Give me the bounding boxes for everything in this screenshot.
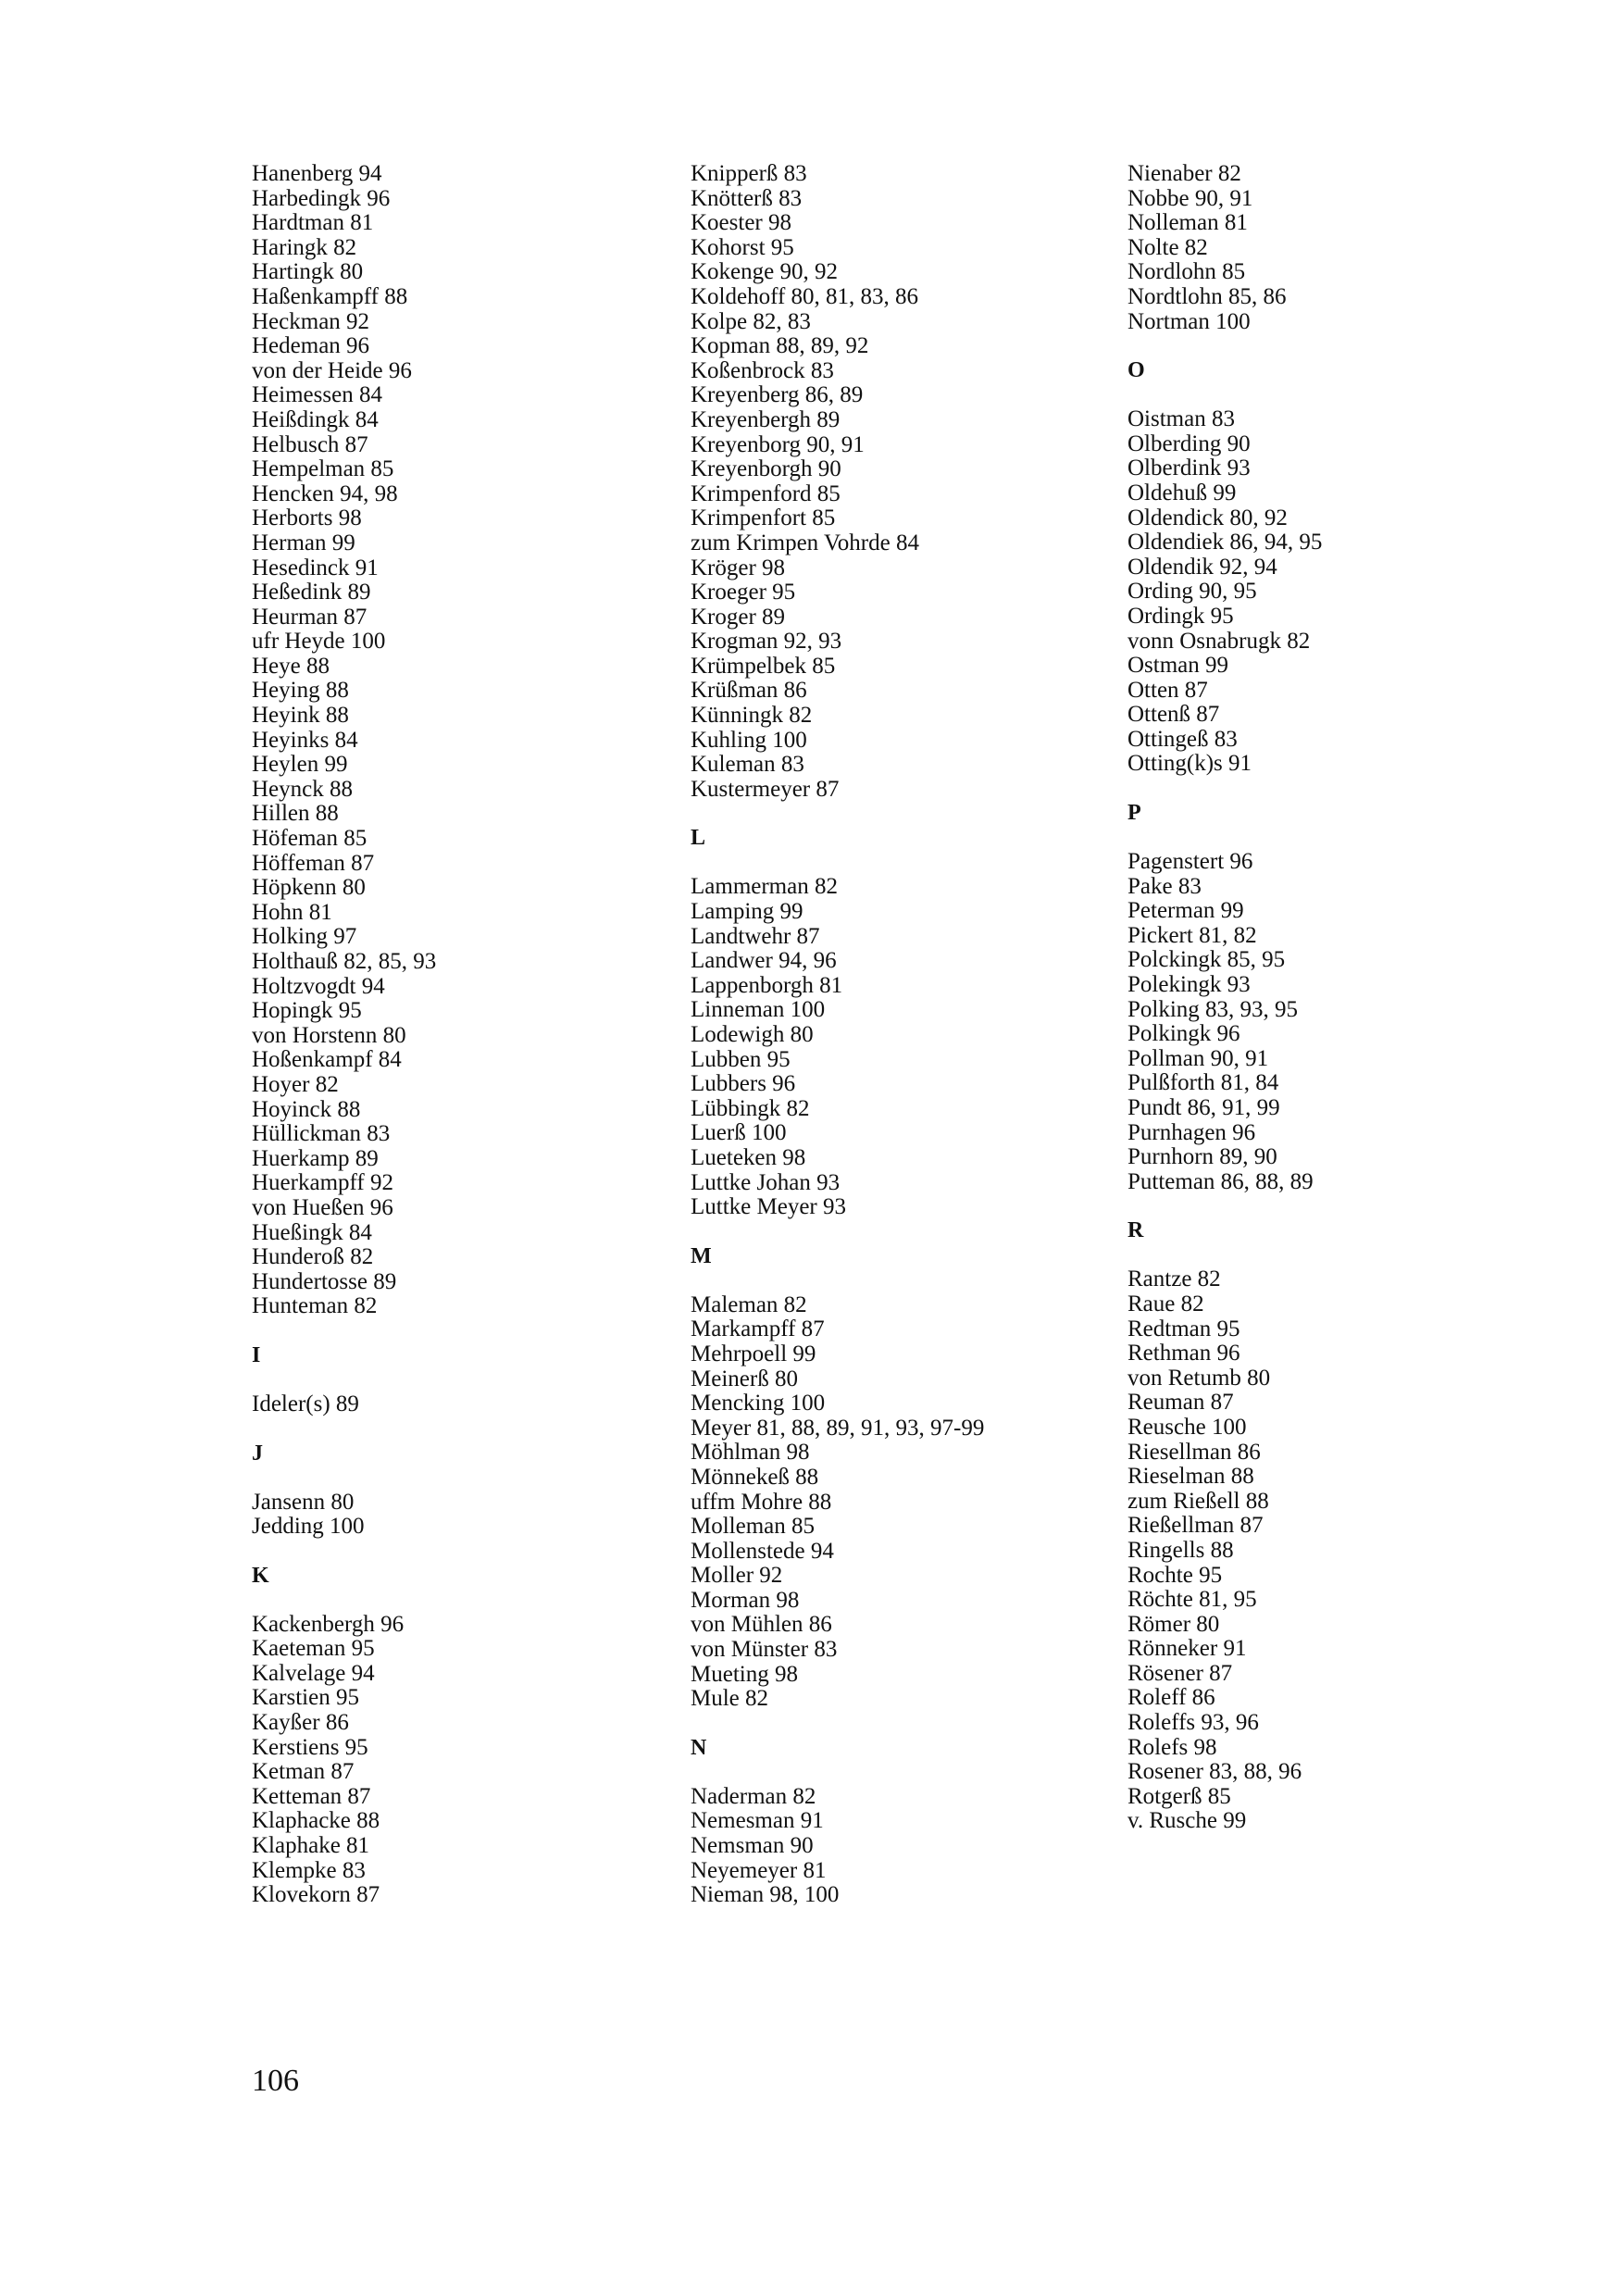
section-letter: O [1127, 358, 1145, 383]
index-entry: zum Rießell 88 [1127, 1488, 1269, 1514]
index-entry: Kokenge 90, 92 [691, 259, 838, 285]
index-entry: v. Rusche 99 [1127, 1808, 1247, 1834]
index-entry: Heynck 88 [252, 776, 353, 802]
index-entry: Hillen 88 [252, 801, 339, 827]
index-entry: Mueting 98 [691, 1661, 798, 1687]
index-entry: Heye 88 [252, 653, 330, 679]
index-entry: Luttke Meyer 93 [691, 1194, 847, 1220]
index-entry: Nemsman 90 [691, 1833, 814, 1859]
index-entry: Knötterß 83 [691, 185, 803, 211]
index-entry: Herman 99 [252, 530, 355, 555]
index-entry: Hunderoß 82 [252, 1244, 374, 1270]
index-entry: Rosener 83, 88, 96 [1127, 1759, 1302, 1785]
index-entry: Karstien 95 [252, 1685, 359, 1711]
index-entry: Rantze 82 [1127, 1267, 1221, 1292]
index-entry: Kuleman 83 [691, 752, 804, 778]
index-group [1127, 358, 1526, 777]
index-entry: Heyink 88 [252, 703, 349, 729]
index-entry: Lodewigh 80 [691, 1022, 814, 1047]
section-letter: M [691, 1243, 712, 1268]
index-entry: Jedding 100 [252, 1514, 365, 1540]
index-entry: Nobbe 90, 91 [1127, 185, 1253, 211]
index-entry: Heyinks 84 [252, 727, 358, 753]
index-entry: Klaphake 81 [252, 1833, 370, 1859]
index-entry: Meyer 81, 88, 89, 91, 93, 97-99 [691, 1415, 985, 1441]
index-entry: Heying 88 [252, 678, 349, 704]
index-entry: Otten 87 [1127, 677, 1208, 703]
index-entry: Putteman 86, 88, 89 [1127, 1168, 1314, 1194]
index-entry: Lamping 99 [691, 899, 804, 925]
index-entry: Heißdingk 84 [252, 406, 379, 432]
index-entry: Krümpelbek 85 [691, 653, 836, 679]
index-entry: Nienaber 82 [1127, 161, 1241, 186]
index-entry: Jansenn 80 [252, 1489, 355, 1515]
index-entry: Rolefs 98 [1127, 1734, 1217, 1760]
index-entry: Polkingk 96 [1127, 1021, 1240, 1047]
index-entry: Kalvelage 94 [252, 1660, 375, 1686]
index-group [691, 1736, 1089, 1908]
section-letter: I [252, 1342, 261, 1367]
index-entry: Künningk 82 [691, 703, 813, 729]
index-entry: Hedeman 96 [252, 333, 370, 359]
index-entry: Heurman 87 [252, 604, 367, 630]
index-entry: Mönnekeß 88 [691, 1464, 819, 1490]
section-letter: L [691, 826, 706, 851]
index-entry: Mollenstede 94 [691, 1538, 834, 1564]
index-entry: Polekingk 93 [1127, 972, 1251, 998]
index-entry: Hüllickman 83 [252, 1121, 391, 1147]
index-entry: Lappenborgh 81 [691, 972, 843, 998]
index-entry: Luttke Johan 93 [691, 1169, 841, 1195]
index-entry: Hanenberg 94 [252, 161, 382, 186]
index-entry: Ketteman 87 [252, 1783, 371, 1809]
index-entry: Klovekorn 87 [252, 1882, 380, 1908]
index-entry: Redtman 95 [1127, 1316, 1240, 1341]
index-entry: ufr Heyde 100 [252, 629, 386, 655]
index-entry: uffm Mohre 88 [691, 1489, 832, 1515]
index-entry: Raue 82 [1127, 1291, 1204, 1316]
index-entry: Riesellman 86 [1127, 1439, 1261, 1465]
section-letter: R [1127, 1218, 1144, 1243]
index-group [1127, 801, 1526, 1194]
index-entry: Meinerß 80 [691, 1366, 798, 1391]
index-entry: Krimpenfort 85 [691, 505, 836, 531]
index-entry: Krüßman 86 [691, 678, 807, 704]
index-group [691, 162, 1089, 802]
index-entry: Mencking 100 [691, 1391, 826, 1416]
section-letter: K [252, 1563, 269, 1588]
page-number: 106 [252, 2064, 299, 2098]
index-entry: Kayßer 86 [252, 1710, 349, 1736]
index-entry: Lammerman 82 [691, 874, 838, 900]
index-entry: Rösener 87 [1127, 1660, 1233, 1686]
index-entry: Reusche 100 [1127, 1414, 1247, 1440]
index-entry: Nolte 82 [1127, 234, 1208, 260]
index-entry: Purnhorn 89, 90 [1127, 1144, 1277, 1170]
index-entry: Herborts 98 [252, 505, 362, 531]
index-entry: Koßenbrock 83 [691, 357, 834, 383]
index-entry: Olberdink 93 [1127, 455, 1251, 481]
section-letter: J [252, 1441, 263, 1466]
index-entry: Hempelman 85 [252, 456, 394, 482]
index-entry: Möhlman 98 [691, 1440, 810, 1466]
index-entry: Kaeteman 95 [252, 1636, 375, 1662]
index-entry: von Mühlen 86 [691, 1612, 832, 1638]
index-entry: Landwer 94, 96 [691, 948, 837, 974]
index-column-2 [691, 162, 1089, 1908]
index-entry: Kreyenborgh 90 [691, 456, 841, 482]
index-entry: Hunteman 82 [252, 1293, 378, 1319]
index-entry: Kolpe 82, 83 [691, 308, 811, 334]
index-entry: Rießellman 87 [1127, 1513, 1264, 1539]
index-entry: Hardtman 81 [252, 210, 374, 236]
index-entry: Hundertosse 89 [252, 1268, 397, 1294]
index-group [252, 1564, 650, 1908]
index-entry: Holking 97 [252, 924, 357, 950]
index-group [1127, 162, 1526, 334]
index-entry: Heimessen 84 [252, 382, 382, 408]
index-entry: Nemesman 91 [691, 1808, 824, 1834]
index-entry: Purnhagen 96 [1127, 1119, 1256, 1145]
index-entry: von Münster 83 [691, 1637, 838, 1663]
index-entry: Haringk 82 [252, 234, 357, 260]
index-entry: Rochte 95 [1127, 1562, 1223, 1588]
index-entry: Ketman 87 [252, 1759, 355, 1785]
index-entry: Naderman 82 [691, 1783, 816, 1809]
index-entry: Lubbers 96 [691, 1071, 796, 1097]
index-entry: Roleffs 93, 96 [1127, 1710, 1259, 1736]
index-entry: Rotgerß 85 [1127, 1783, 1231, 1809]
index-group [252, 162, 650, 1319]
index-entry: Heylen 99 [252, 752, 348, 778]
index-entry: Polking 83, 93, 95 [1127, 996, 1299, 1022]
index-entry: Höfeman 85 [252, 826, 367, 852]
index-entry: Krogman 92, 93 [691, 629, 842, 655]
index-entry: Höffeman 87 [252, 850, 375, 876]
index-entry: Molleman 85 [691, 1514, 816, 1540]
index-entry: Oldendiek 86, 94, 95 [1127, 530, 1323, 555]
index-entry: Holtzvogdt 94 [252, 973, 385, 999]
index-entry: Luerß 100 [691, 1120, 787, 1146]
index-entry: Oldendick 80, 92 [1127, 505, 1288, 530]
index-entry: Kohorst 95 [691, 234, 794, 260]
index-entry: Otting(k)s 91 [1127, 751, 1252, 777]
index-entry: Kroger 89 [691, 604, 786, 630]
index-entry: Kroeger 95 [691, 580, 796, 605]
index-entry: Polckingk 85, 95 [1127, 947, 1286, 973]
index-entry: Koldehoff 80, 81, 83, 86 [691, 283, 919, 309]
index-entry: Peterman 99 [1127, 898, 1244, 924]
index-entry: Ringells 88 [1127, 1537, 1234, 1563]
index-entry: Helbusch 87 [252, 431, 368, 457]
index-entry: Ordingk 95 [1127, 603, 1234, 629]
index-entry: Oldendik 92, 94 [1127, 554, 1277, 580]
index-entry: Kopman 88, 89, 92 [691, 333, 869, 359]
index-entry: Oldehuß 99 [1127, 480, 1237, 505]
index-entry: Pollman 90, 91 [1127, 1045, 1269, 1071]
index-entry: Moller 92 [691, 1563, 783, 1589]
index-entry: Kreyenborg 90, 91 [691, 431, 865, 457]
index-entry: Römer 80 [1127, 1611, 1220, 1637]
index-entry: Huerkamp 89 [252, 1145, 379, 1171]
index-group [691, 1244, 1089, 1712]
index-entry: vonn Osnabrugk 82 [1127, 628, 1311, 654]
index-entry: Pickert 81, 82 [1127, 922, 1257, 948]
index-entry: Kerstiens 95 [252, 1734, 368, 1760]
index-entry: Hueßingk 84 [252, 1219, 372, 1245]
index-entry: Pake 83 [1127, 873, 1202, 899]
index-entry: Ording 90, 95 [1127, 579, 1257, 605]
index-entry: Morman 98 [691, 1587, 800, 1613]
index-entry: Linneman 100 [691, 997, 826, 1023]
index-entry: Höpkenn 80 [252, 875, 366, 901]
index-entry: Markampff 87 [691, 1316, 825, 1342]
index-entry: Hoyer 82 [252, 1071, 339, 1097]
index-entry: Lueteken 98 [691, 1144, 806, 1170]
index-entry: Hencken 94, 98 [252, 480, 398, 506]
index-group [252, 1441, 650, 1540]
index-entry: zum Krimpen Vohrde 84 [691, 530, 919, 555]
index-entry: Pulßforth 81, 84 [1127, 1070, 1279, 1096]
index-entry: Ottingeß 83 [1127, 726, 1238, 752]
index-entry: Rethman 96 [1127, 1341, 1240, 1366]
index-entry: Nordlohn 85 [1127, 259, 1246, 285]
index-entry: Koester 98 [691, 210, 791, 236]
index-entry: Rieselman 88 [1127, 1464, 1254, 1490]
index-entry: Hopingk 95 [252, 998, 362, 1024]
index-entry: Kröger 98 [691, 555, 786, 580]
index-entry: Haßenkampff 88 [252, 283, 408, 309]
index-entry: Hohn 81 [252, 899, 332, 925]
index-entry: Kreyenbergh 89 [691, 406, 841, 432]
section-letter: P [1127, 801, 1141, 826]
index-entry: Nordtlohn 85, 86 [1127, 283, 1287, 309]
index-entry: Hoßenkampf 84 [252, 1047, 402, 1073]
index-entry: Harbedingk 96 [252, 185, 391, 211]
index-entry: Lübbingk 82 [691, 1095, 810, 1121]
index-entry: Rönneker 91 [1127, 1636, 1247, 1662]
index-column-1 [252, 162, 650, 1908]
index-entry: Huerkampff 92 [252, 1170, 393, 1196]
index-entry: Ottenß 87 [1127, 702, 1220, 728]
index-entry: Nortman 100 [1127, 308, 1251, 334]
index-entry: Neyemeyer 81 [691, 1857, 827, 1883]
index-entry: Kustermeyer 87 [691, 776, 840, 802]
index-entry: Klempke 83 [252, 1857, 366, 1883]
index-entry: Hesedinck 91 [252, 555, 379, 580]
index-entry: von der Heide 96 [252, 357, 412, 383]
index-entry: von Horstenn 80 [252, 1022, 406, 1048]
index-entry: Oistman 83 [1127, 406, 1235, 432]
index-entry: Kackenbergh 96 [252, 1611, 405, 1637]
index-entry: Röchte 81, 95 [1127, 1587, 1257, 1613]
index-column-3 [1127, 162, 1526, 1834]
index-entry: Heckman 92 [252, 308, 370, 334]
index-entry: Holthauß 82, 85, 93 [252, 949, 437, 974]
index-entry: Kuhling 100 [691, 727, 807, 753]
index-entry: Mule 82 [691, 1686, 769, 1712]
index-entry: Hartingk 80 [252, 259, 364, 285]
index-entry: Ideler(s) 89 [252, 1391, 359, 1416]
index-entry: Reuman 87 [1127, 1390, 1234, 1416]
index-entry: Krimpenford 85 [691, 480, 841, 506]
index-entry: Kreyenberg 86, 89 [691, 382, 864, 408]
index-entry: Knipperß 83 [691, 161, 807, 186]
index-entry: Lubben 95 [691, 1046, 791, 1072]
index-entry: von Retumb 80 [1127, 1365, 1271, 1391]
index-entry: Nolleman 81 [1127, 210, 1248, 236]
index-entry: Maleman 82 [691, 1292, 807, 1317]
index-entry: Nieman 98, 100 [691, 1882, 840, 1908]
index-entry: Pundt 86, 91, 99 [1127, 1095, 1280, 1120]
index-group [691, 826, 1089, 1219]
index-entry: Klaphacke 88 [252, 1808, 380, 1834]
index-entry: Heßedink 89 [252, 580, 371, 605]
index-entry: Mehrpoell 99 [691, 1341, 816, 1366]
index-group [1127, 1218, 1526, 1834]
index-entry: Ostman 99 [1127, 653, 1229, 679]
index-entry: Hoyinck 88 [252, 1096, 361, 1122]
index-entry: Roleff 86 [1127, 1685, 1215, 1711]
index-entry: Olberding 90 [1127, 430, 1251, 456]
index-entry: von Hueßen 96 [252, 1194, 393, 1220]
index-entry: Landtwehr 87 [691, 923, 820, 949]
index-entry: Pagenstert 96 [1127, 849, 1253, 875]
index-group [252, 1343, 650, 1417]
section-letter: N [691, 1735, 707, 1760]
